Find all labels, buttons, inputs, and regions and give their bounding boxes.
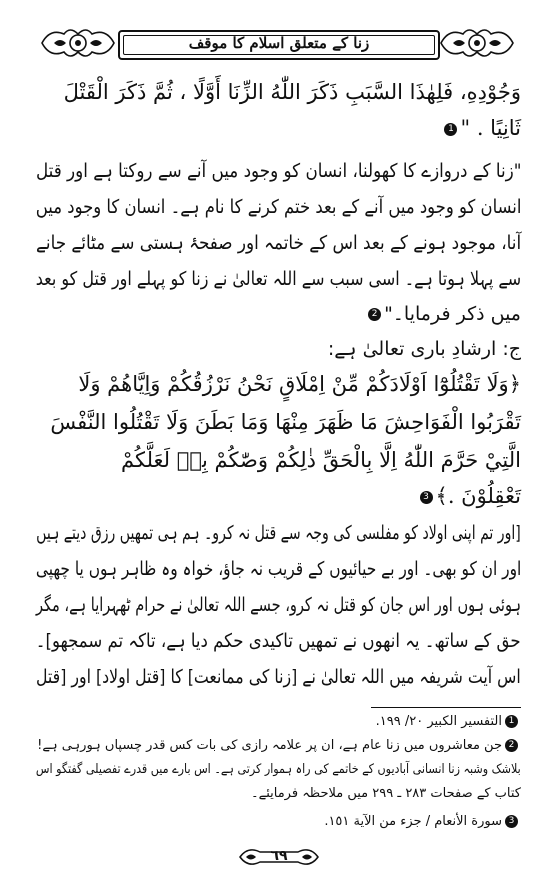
urdu-text-line: "زنا کے دروازے کا کھولنا، انسان کو وجود میں آنے سے روکتا ہے اور قتل [35,160,521,182]
footnote-separator [371,707,521,708]
urdu-text-line: انسان کو وجود میں آنے کے بعد ختم کرنے کا نام ہے۔ انسان کا وجود میں [35,196,521,218]
left-ornament-icon [40,24,116,62]
quran-verse-line: تَقْرَبُوا الْفَوَاحِشَ مَا ظَهَرَ مِنْهَا وَمَا بَطَنَ وَلَا تَقْتُلُوا النَّفْسَ [50,410,521,434]
footnote-marker: 3 [420,491,433,504]
quran-verse-line: تَعْقِلُوْنَ .﴾3 [417,484,521,508]
translation-line: [اور تم اپنی اولاد کو مفلسی کی وجہ سے قتل نہ کرو۔ ہم ہی تمھیں رزق دیتے ہیں [36,522,521,544]
footnote-number: 2 [505,739,518,752]
footnote-number: 1 [505,715,518,728]
translation-line: حق کے ساتھ۔ یہ انھوں نے تمھیں تاکیدی حکم دیا ہے، تاکہ تم سمجھو]۔ [36,630,521,652]
footnote: 2جن معاشروں میں زنا عام ہے، ان پر علامہ رازی کی بات کس قدر چسپاں ہورہی ہے! [37,738,521,753]
translation-line: اور ان کو بھی۔ اور بے حیائیوں کے قریب نہ جاؤ، خواہ وہ ظاہر ہوں یا چھپی [35,558,521,580]
footnote-marker: 2 [368,308,381,321]
header-title-frame [118,30,440,60]
page-number: ٦٩ [270,848,288,864]
quran-verse-line: الَّتِيْ حَرَّمَ اللّٰهُ اِلَّا بِالْحَقِّ ذٰلِكُمْ وَصّٰكُمْ بِهٖ لَعَلَّكُمْ [121,448,521,472]
footnote-continuation: بلاشک وشبہ زنا انسانی آبادیوں کے خاتمے کی راہ ہموار کرتی ہے۔ اس بارے میں قدرے تفصیلی گفتگو اس [36,762,521,777]
right-ornament-icon [439,24,515,62]
urdu-text-line: آنا، موجود ہونے کے بعد اس کے خاتمہ اور صفحۂ ہستی سے مٹائے جانے [35,232,521,254]
quran-verse-line: ﴿وَلَا تَقْتُلُوْٓا اَوْلَادَكُمْ مِّنْ اِمْلَاقٍ نَحْنُ نَرْزُقُكُمْ وَاِيَّاهُمْ وَلَا [78,372,521,396]
header-title: زنا کے متعلق اسلام کا موقف [188,34,370,52]
section-heading: ج: ارشادِ باری تعالیٰ ہے: [327,338,521,360]
translation-line: ہوئی ہوں اور اس جان کو قتل نہ کرو، جسے اللہ تعالیٰ نے حرام ٹھہرایا ہے، مگر [36,594,521,616]
urdu-text-line: میں ذکر فرمایا۔"2 [365,303,521,325]
footnote: 3سورة الأنعام / جزء من الآية ١٥١. [324,814,521,829]
urdu-text-line: سے پہلا ہوتا ہے۔ اسی سبب سے اللہ تعالیٰ نے زنا کو پہلے اور قتل کو بعد [35,268,521,290]
footnote-marker: 1 [444,123,457,136]
arabic-quote-line: ثَانِيًا . "1 [441,116,521,140]
running-header [40,24,515,62]
footnote-continuation: کتاب کے صفحات ٢٨٣ ـ ٢٩٩ میں ملاحظہ فرمایئے۔ [250,786,521,801]
urdu-text-line: اس آیت شریفہ میں اللہ تعالیٰ نے [زنا کی ممانعت] کا [قتل اولاد] اور [قتل [36,666,521,688]
page-number-ornament [236,844,322,870]
arabic-quote-line: وَجُوْدِهِ، فَلِهٰذَا السَّبَبِ ذَكَرَ اللّٰهُ الزِّنَا أَوَّلًا ، ثُمَّ ذَكَرَ الْقَتْلَ [63,80,521,104]
footnote: 1التفسير الكبير ٢٠/ ١٩٩. [376,714,521,729]
footnote-number: 3 [505,815,518,828]
